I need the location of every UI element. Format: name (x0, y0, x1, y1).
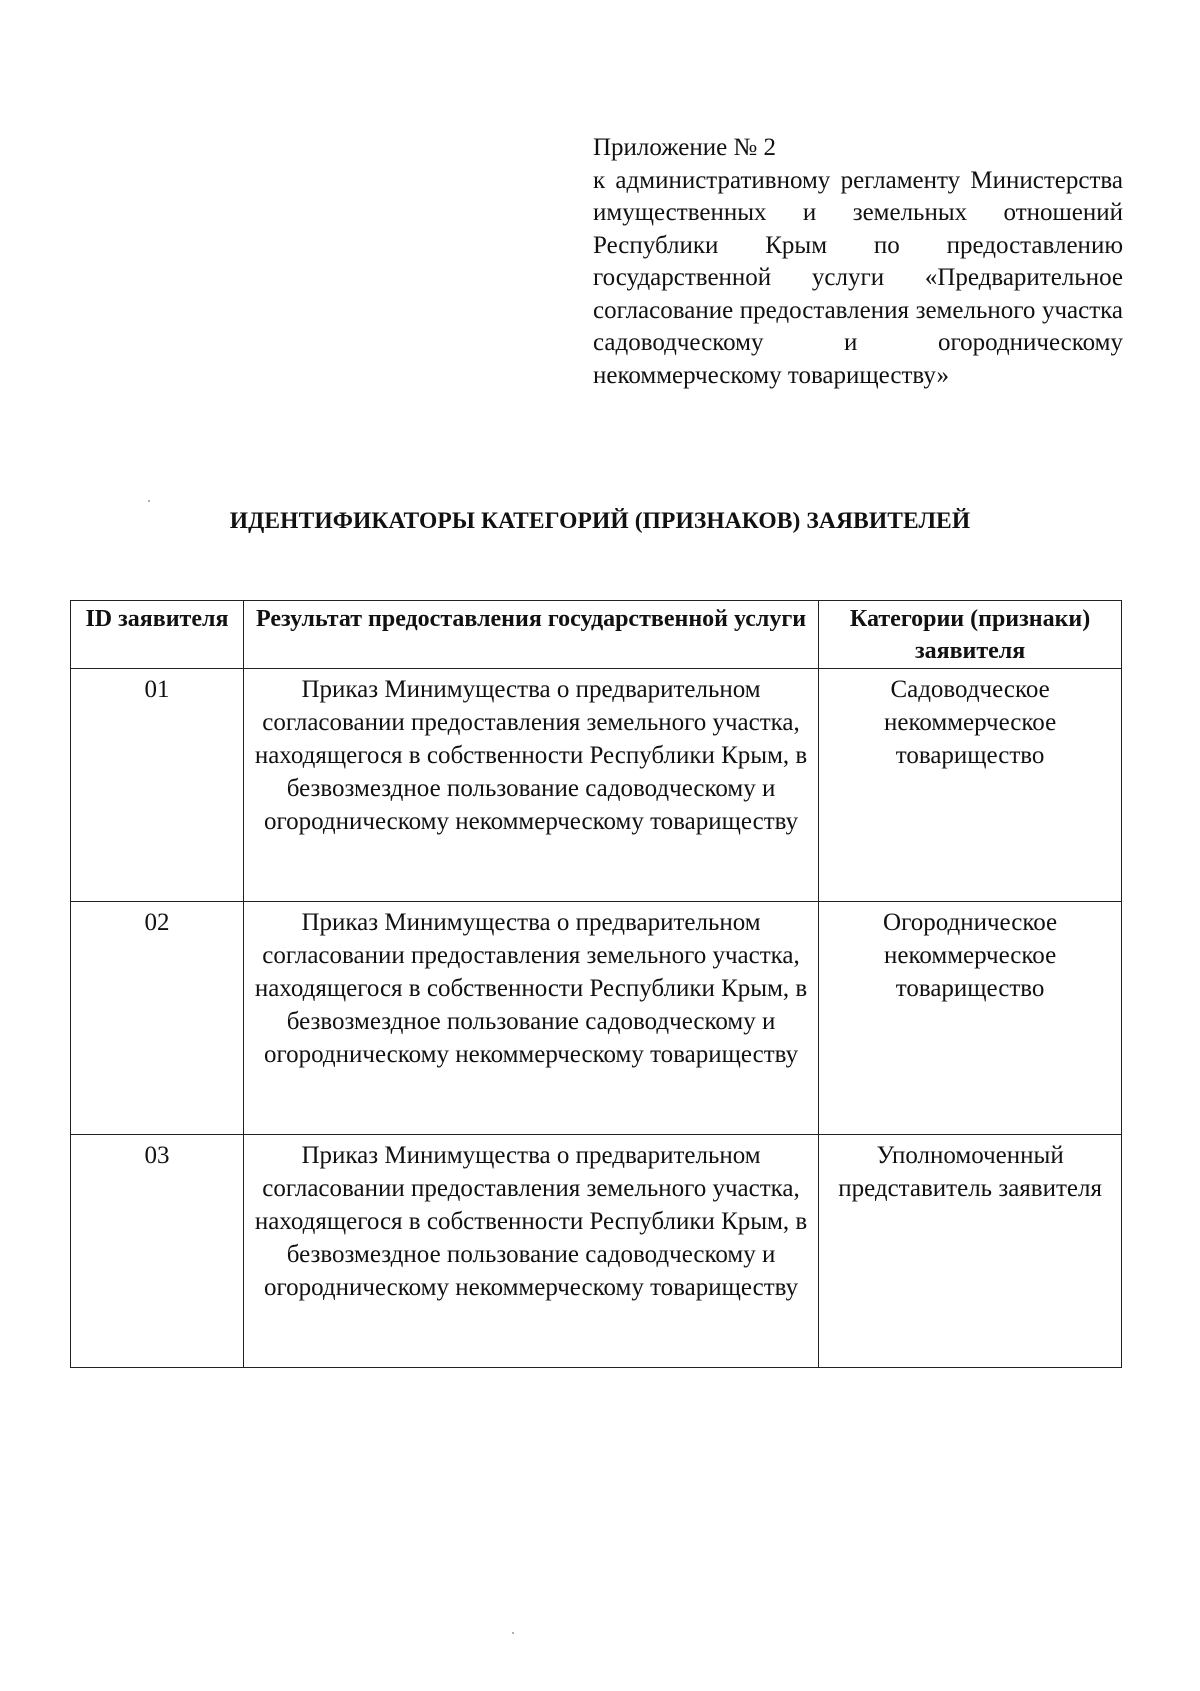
table-row (71, 902, 1122, 1135)
document-title: ИДЕНТИФИКАТОРЫ КАТЕГОРИЙ (ПРИЗНАКОВ) ЗАЯВИТЕЛЕЙ (229, 508, 971, 534)
cell-service-result: Приказ Минимущества о предварительном согласовании предоставления земельного участка, находящегося в собственности Республики Крым, в безвозмездное пользование садоводческому и огородническому некоммерческому товариществу (243, 669, 818, 902)
annex-body: к административному регламенту Министерства имущественных и земельных отношений Республики Крым по предоставлению государственной услуги «Предварительное согласование предоставления земельного участка садоводческому и огородническому некоммерческому товариществу» (593, 166, 1123, 389)
cell-service-result: Приказ Минимущества о предварительном согласовании предоставления земельного участка, находящегося в собственности Республики Крым, в безвозмездное пользование садоводческому и огородническому некоммерческому товариществу (243, 1135, 818, 1368)
cell-service-result: Приказ Минимущества о предварительном согласовании предоставления земельного участка, находящегося в собственности Республики Крым, в безвозмездное пользование садоводческому и огородническому некоммерческому товариществу (243, 902, 818, 1135)
annex-title: Приложение № 2 (593, 134, 777, 161)
table-row (71, 1135, 1122, 1368)
cell-applicant-category: Уполномоченный представитель заявителя (819, 1135, 1122, 1368)
table-header-row (71, 601, 1122, 669)
header-service-result: Результат предоставления государственной услуги (243, 601, 818, 669)
scan-speck (148, 500, 150, 502)
applicant-categories-table (70, 600, 1122, 1368)
cell-applicant-id: 03 (71, 1135, 244, 1368)
annex-block (593, 132, 1123, 392)
table-row (71, 669, 1122, 902)
scan-speck (512, 1632, 514, 1634)
header-applicant-id: ID заявителя (71, 601, 244, 669)
cell-applicant-category: Садоводческое некоммерческое товарищество (819, 669, 1122, 902)
cell-applicant-category: Огородническое некоммерческое товарищество (819, 902, 1122, 1135)
cell-applicant-id: 02 (71, 902, 244, 1135)
header-applicant-category: Категории (признаки) заявителя (819, 601, 1122, 669)
cell-applicant-id: 01 (71, 669, 244, 902)
